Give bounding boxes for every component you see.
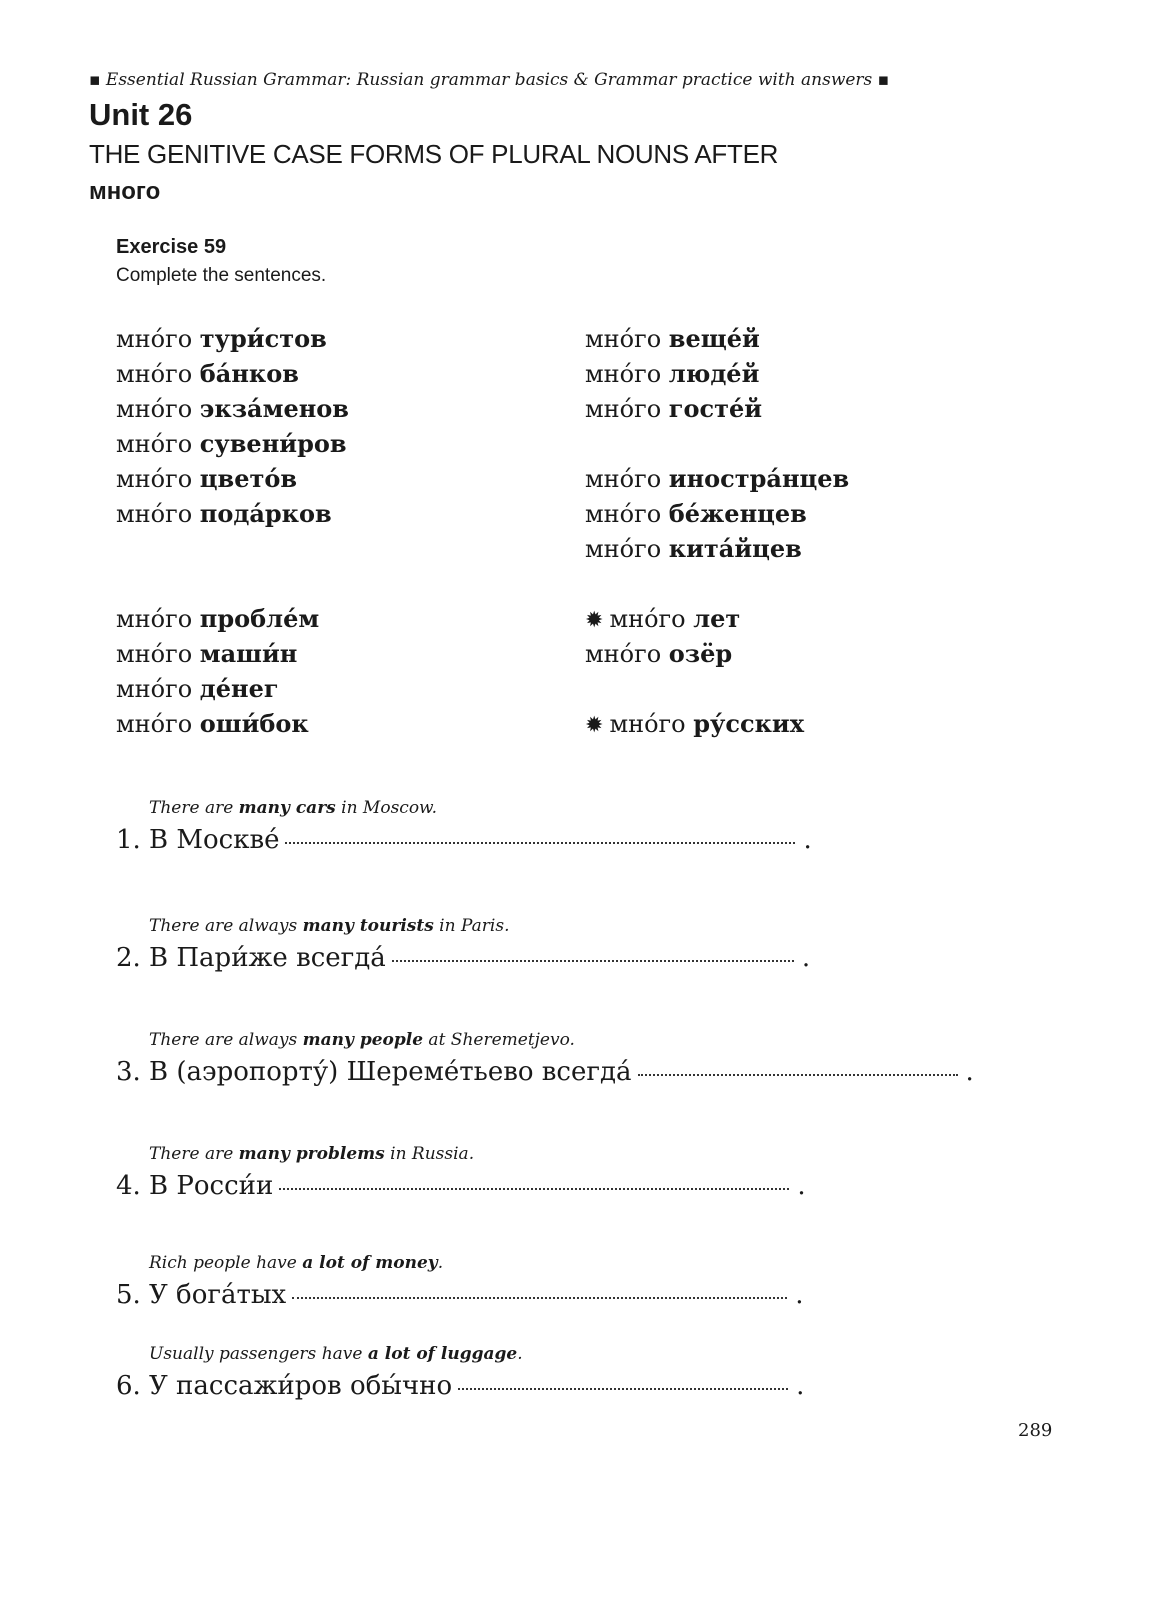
vocab-item: мно́го тури́стов — [116, 324, 327, 353]
question-end: . — [803, 825, 812, 855]
question-text: В Москве́ — [149, 825, 280, 855]
unit-title: Unit 26 — [89, 97, 193, 132]
unit-subtitle-word: много — [89, 178, 161, 205]
exercise-instruction: Complete the sentences. — [116, 265, 327, 286]
vocab-item: мно́го де́нег — [116, 674, 279, 703]
question-number: 6. — [116, 1371, 141, 1401]
answer-blank[interactable] — [458, 1362, 788, 1390]
unit-subtitle: THE GENITIVE CASE FORMS OF PLURAL NOUNS AFTER — [89, 139, 779, 169]
vocab-right-column — [585, 321, 1025, 741]
question-end: . — [795, 1280, 804, 1310]
vocab-item: мно́го люде́й — [585, 359, 760, 388]
question-hint: There are always many tourists in Paris. — [149, 916, 510, 936]
vocab-item: мно́го оши́бок — [116, 709, 309, 738]
vocab-item: ✹ мно́го лет — [585, 604, 741, 633]
question-number: 5. — [116, 1280, 141, 1310]
vocab-item: мно́го озёр — [585, 639, 733, 668]
question-text: В Пари́же всегда́ — [149, 943, 386, 973]
question-line — [116, 938, 810, 978]
question-end: . — [965, 1057, 974, 1087]
question-3 — [116, 1028, 974, 1092]
answer-blank[interactable] — [638, 1048, 958, 1076]
star-icon: ✹ — [585, 608, 604, 633]
question-hint: Rich people have a lot of money. — [149, 1253, 444, 1273]
question-2 — [116, 914, 810, 978]
vocab-item: мно́го госте́й — [585, 394, 763, 423]
question-number: 1. — [116, 825, 141, 855]
question-4 — [116, 1142, 806, 1206]
vocab-item: мно́го ба́нков — [116, 359, 299, 388]
vocab-item: мно́го кита́йцев — [585, 534, 802, 563]
vocab-item: ✹ мно́го ру́сских — [585, 709, 805, 738]
vocab-item: мно́го иностра́нцев — [585, 464, 850, 493]
answer-blank[interactable] — [279, 1162, 789, 1190]
vocab-item: мно́го экза́менов — [116, 394, 349, 423]
question-line — [116, 1052, 974, 1092]
question-text: У пассажи́ров обы́чно — [149, 1371, 453, 1401]
vocab-item: мно́го маши́н — [116, 639, 298, 668]
vocab-item: мно́го сувени́ров — [116, 429, 347, 458]
vocab-item: мно́го веще́й — [585, 324, 760, 353]
question-text: В (аэропорту́) Шереме́тьево всегда́ — [149, 1057, 632, 1087]
question-number: 2. — [116, 943, 141, 973]
question-hint: There are many cars in Moscow. — [149, 798, 437, 818]
question-5 — [116, 1251, 804, 1315]
question-number: 3. — [116, 1057, 141, 1087]
question-hint: There are many problems in Russia. — [149, 1144, 475, 1164]
exercise-title: Exercise 59 — [116, 236, 227, 258]
answer-blank[interactable] — [392, 934, 794, 962]
page-number: 289 — [1018, 1420, 1053, 1441]
answer-blank[interactable] — [292, 1271, 787, 1299]
question-hint: There are always many people at Sheremetjevo. — [149, 1030, 575, 1050]
question-text: У бога́тых — [149, 1280, 287, 1310]
question-line — [116, 1166, 806, 1206]
star-icon: ✹ — [585, 713, 604, 738]
question-line — [116, 1275, 804, 1315]
question-1 — [116, 796, 812, 860]
question-number: 4. — [116, 1171, 141, 1201]
question-hint: Usually passengers have a lot of luggage. — [149, 1344, 523, 1364]
question-end: . — [796, 1371, 805, 1401]
question-text: В Росси́и — [149, 1171, 274, 1201]
vocab-item: мно́го бе́женцев — [585, 499, 807, 528]
vocab-item: мно́го пода́рков — [116, 499, 332, 528]
question-end: . — [801, 943, 811, 973]
book-running-header: ▪ Essential Russian Grammar: Russian grammar basics & Grammar practice with answers ▪ — [89, 70, 890, 90]
question-line — [116, 820, 812, 860]
vocab-left-column — [116, 321, 556, 741]
vocab-item: мно́го цвето́в — [116, 464, 298, 493]
question-line — [116, 1366, 804, 1406]
answer-blank[interactable] — [285, 816, 795, 844]
question-6 — [116, 1342, 804, 1406]
vocab-item: мно́го пробле́м — [116, 604, 320, 633]
question-end: . — [797, 1171, 806, 1201]
